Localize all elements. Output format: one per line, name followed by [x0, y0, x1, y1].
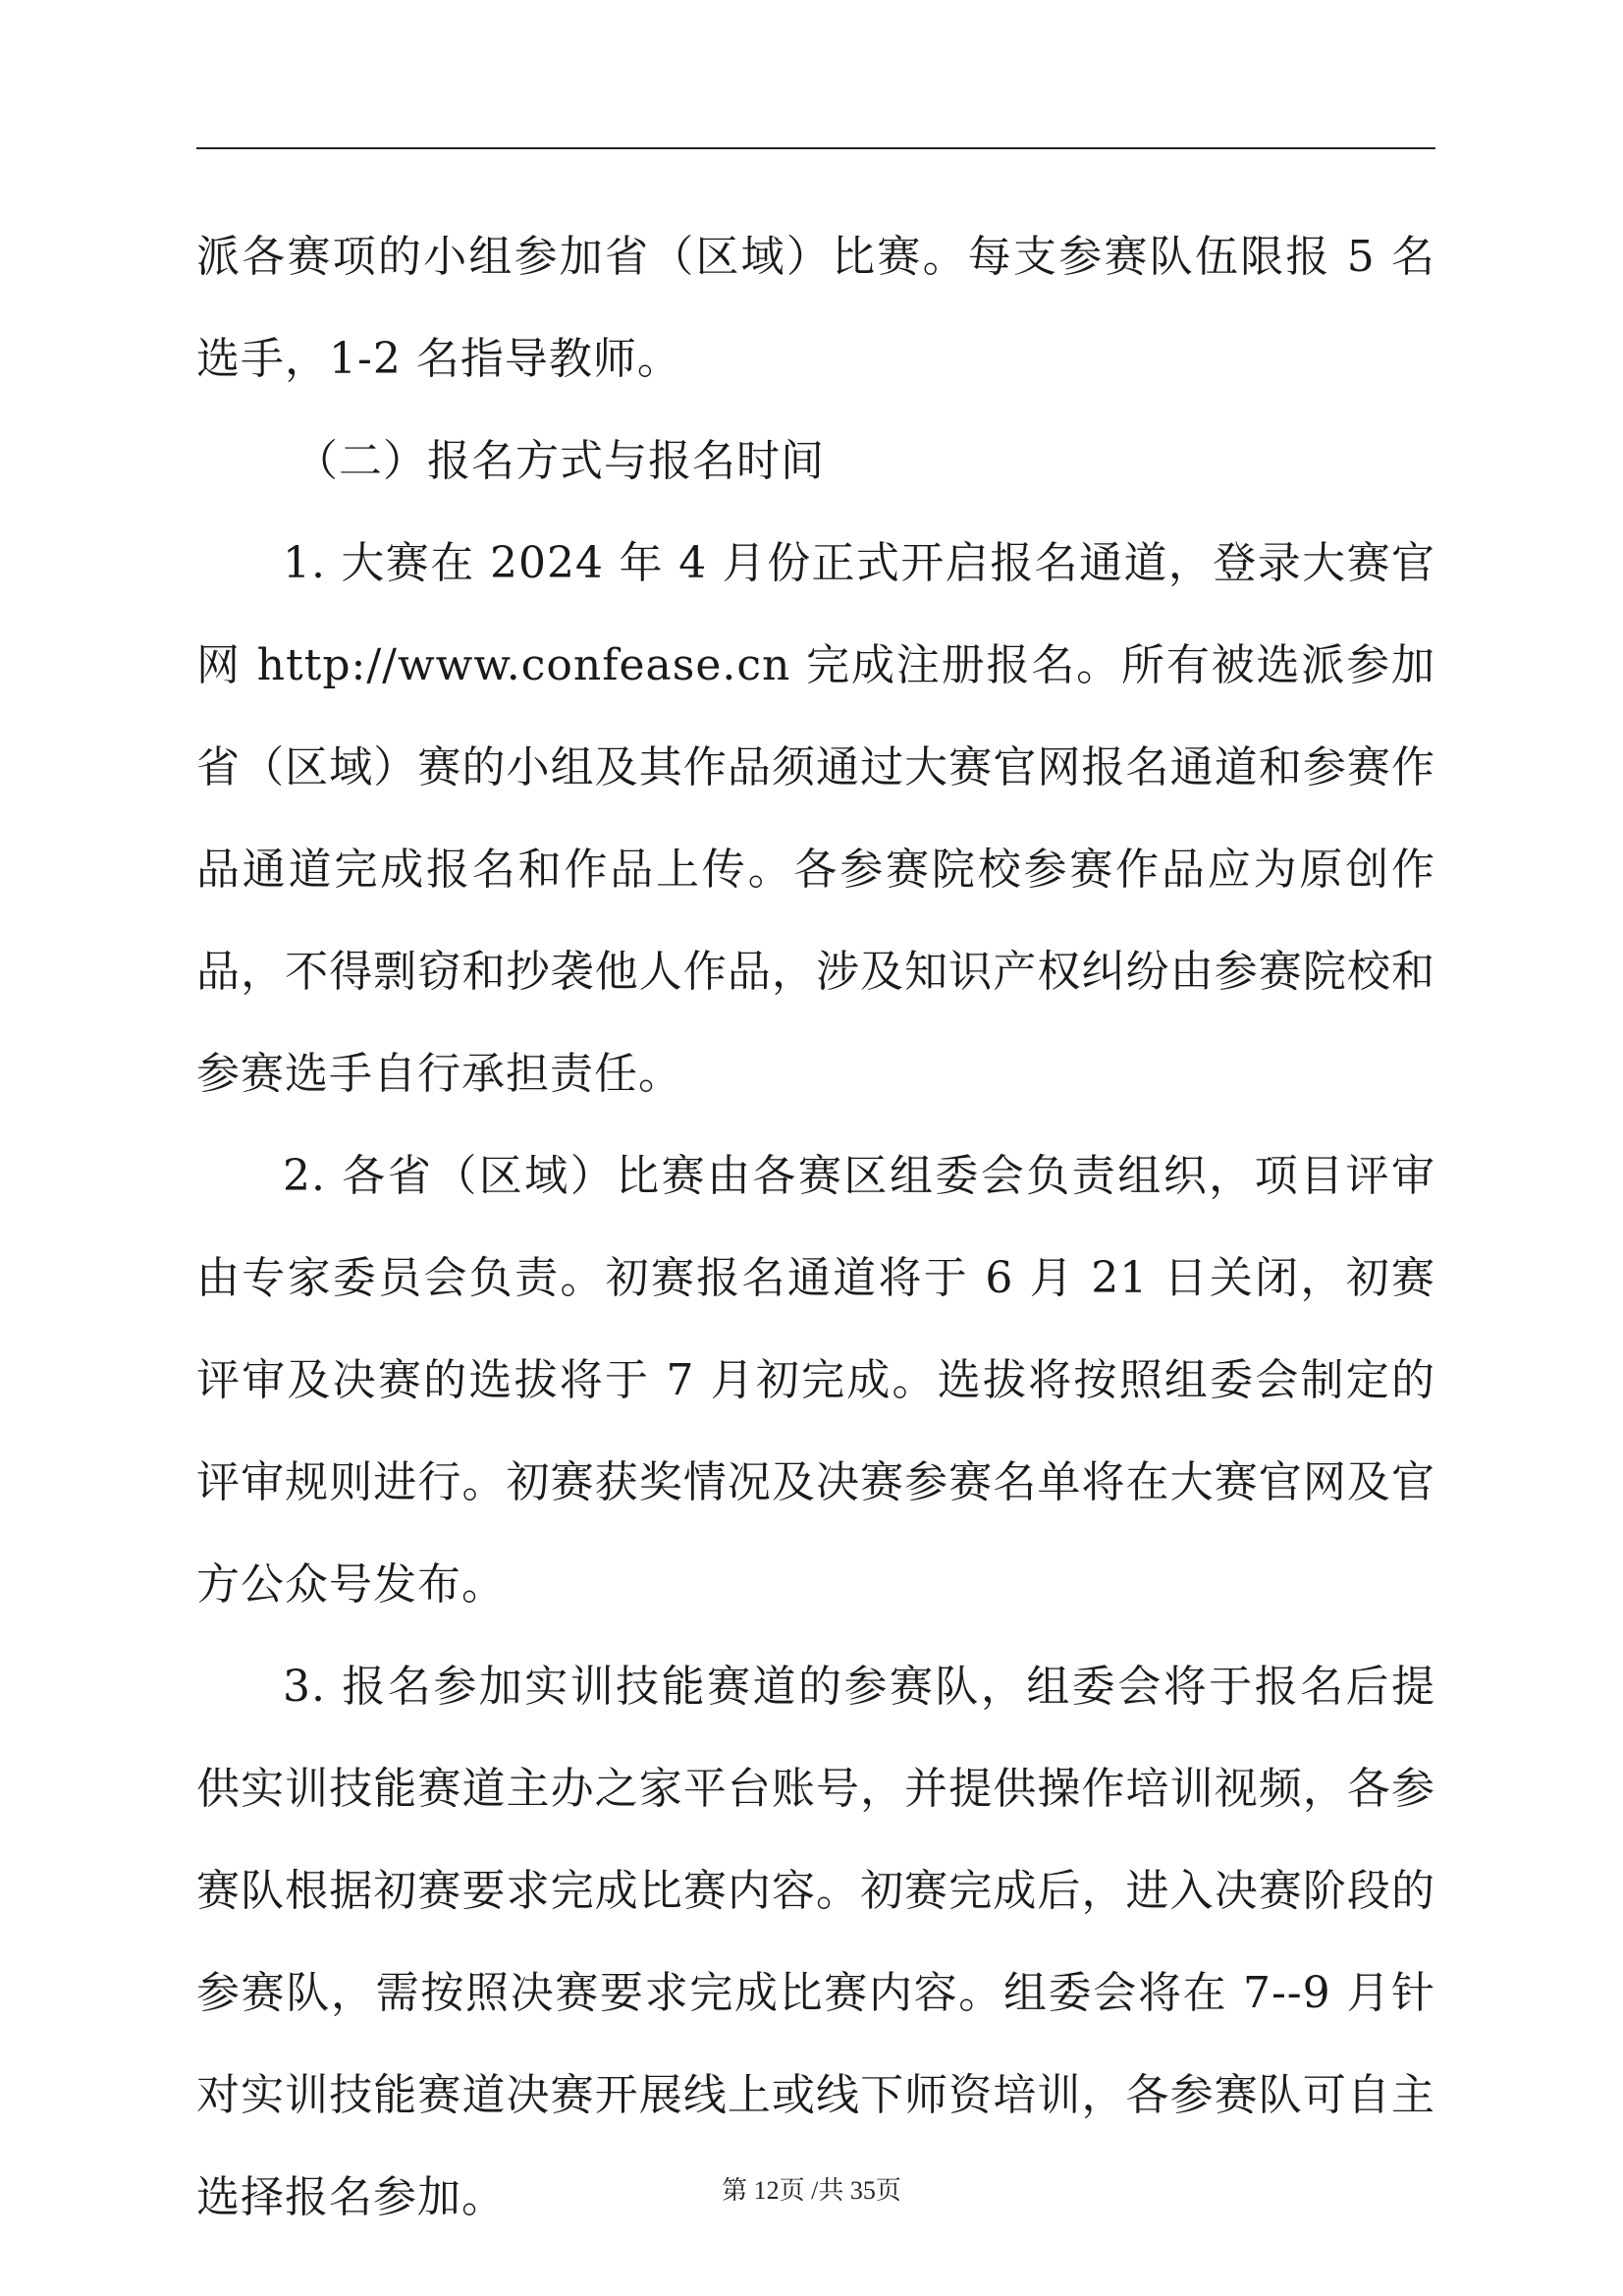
document-body	[196, 206, 1435, 2249]
paragraph-item-1: 1. 大赛在 2024 年 4 月份正式开启报名通道，登录大赛官网 http://www.confease.cn 完成注册报名。所有被选派参加省（区域）赛的小组及其作品须通过大赛官网报名通道和参赛作品通道完成报名和作品上传。各参赛院校参赛作品应为原创作品，不得剽窃和抄袭他人作品，涉及知识产权纠纷由参赛院校和参赛选手自行承担责任。	[196, 538, 1435, 1099]
paragraph-item-2: 2. 各省（区域）比赛由各赛区组委会负责组织，项目评审由专家委员会负责。初赛报名通道将于 6 月 21 日关闭，初赛评审及决赛的选拔将于 7 月初完成。选拔将按照组委会制定的评审规则进行。初赛获奖情况及决赛参赛名单将在大赛官网及官方公众号发布。	[196, 1151, 1435, 1610]
paragraph-continuation: 派各赛项的小组参加省（区域）比赛。每支参赛队伍限报 5 名选手，1-2 名指导教师。	[196, 232, 1435, 384]
section-heading: （二）报名方式与报名时间	[295, 436, 825, 486]
header-rule	[196, 147, 1435, 149]
paragraph-item-3: 3. 报名参加实训技能赛道的参赛队，组委会将于报名后提供实训技能赛道主办之家平台账号，并提供操作培训视频，各参赛队根据初赛要求完成比赛内容。初赛完成后，进入决赛阶段的参赛队，需按照决赛要求完成比赛内容。组委会将在 7--9 月针对实训技能赛道决赛开展线上或线下师资培训，各参赛队可自主选择报名参加。	[196, 1662, 1435, 2222]
page-number: 第 12页 /共 35页	[722, 2176, 901, 2205]
